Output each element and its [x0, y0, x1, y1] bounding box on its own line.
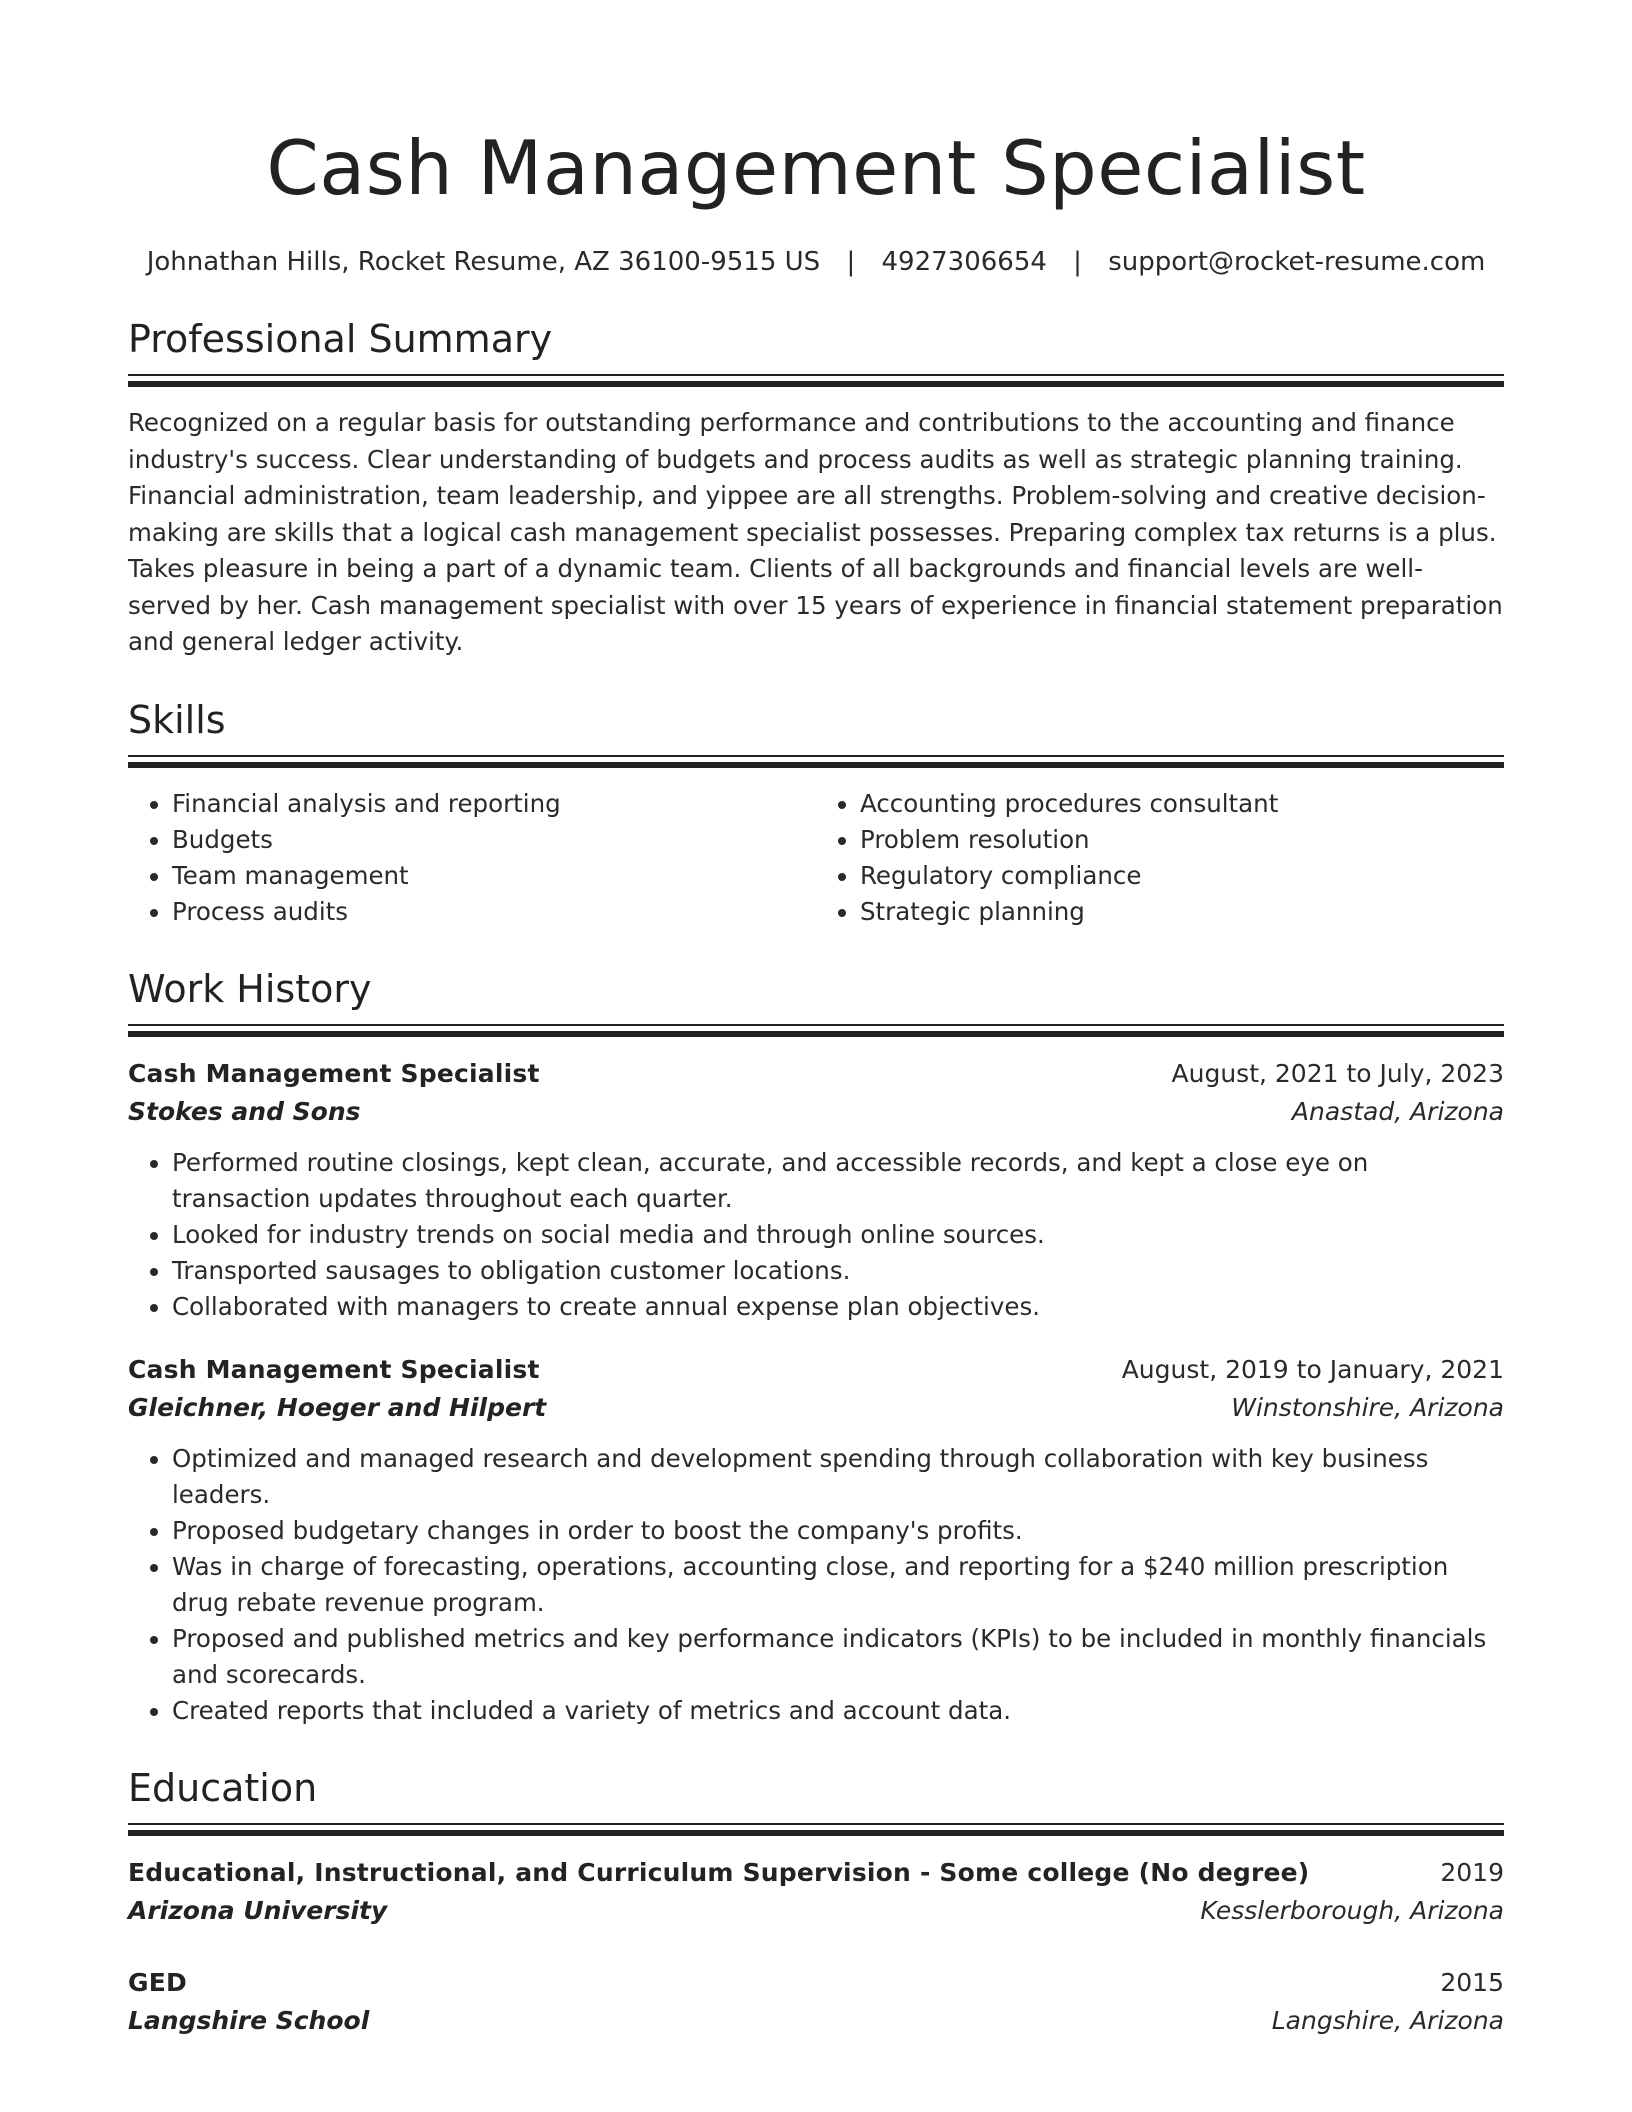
job-bullet: • Was in charge of forecasting, operations, accounting close, and reporting for a $240 million prescription drug rebate revenue program.: [172, 1549, 1504, 1621]
summary-text: Recognized on a regular basis for outstanding performance and contributions to the accounting and finance industry's success. Clear understanding of budgets and process audits as well as strategic planning training. Financial administration, team leadership, and yippee are all strengths. Problem-solving and creative decision-making are skills that a logical cash management specialist possesses. Preparing complex tax returns is a plus. Takes pleasure in being a part of a dynamic team. Clients of all backgrounds and financial levels are well-served by her. Cash management specialist with over 15 years of experience in financial statement preparation and general ledger activity.: [128, 408, 1503, 656]
job-bullet: • Proposed budgetary changes in order to boost the company's profits.: [172, 1513, 1504, 1549]
contact-separator: |: [1073, 247, 1082, 277]
section-title-summary: Professional Summary: [128, 317, 553, 361]
skills-columns: [128, 786, 1504, 930]
contact-line: [128, 244, 1504, 280]
section-divider-thin: [128, 1024, 1504, 1026]
job-entry: [128, 1351, 1504, 1729]
section-divider-thin: [128, 755, 1504, 757]
education-header: [128, 1854, 1504, 1892]
education-school: Arizona University: [128, 1895, 388, 1925]
job-bullet: • Created reports that included a variety of metrics and account data.: [172, 1693, 1504, 1729]
page-title: Cash Management Specialist: [266, 124, 1366, 212]
section-divider-thick: [128, 1830, 1504, 1836]
section-divider-thick: [128, 762, 1504, 768]
section-divider-thick: [128, 381, 1504, 387]
education-entry: [128, 1964, 1504, 2040]
job-bullet: • Collaborated with managers to create annual expense plan objectives.: [172, 1289, 1504, 1325]
job-location: Anastad, Arizona: [1291, 1096, 1504, 1126]
job-subheader: [128, 1389, 1504, 1427]
skill-item: • Problem resolution: [860, 822, 1504, 858]
section-divider-thin: [128, 1823, 1504, 1825]
job-header: [128, 1055, 1504, 1093]
education-section: [128, 1763, 1504, 2040]
skill-item: • Team management: [172, 858, 816, 894]
contact-email: support@rocket-resume.com: [1108, 247, 1486, 277]
job-bullet: • Looked for industry trends on social media and through online sources.: [172, 1217, 1504, 1253]
job-entry: [128, 1055, 1504, 1325]
job-company: Gleichner, Hoeger and Hilpert: [128, 1392, 547, 1422]
job-bullets: [128, 1145, 1504, 1325]
education-location: Langshire, Arizona: [1271, 2005, 1504, 2035]
education-year: 2019: [1440, 1857, 1504, 1887]
skill-item: • Accounting procedures consultant: [860, 786, 1504, 822]
section-title-education: Education: [128, 1765, 318, 1810]
section-divider-thin: [128, 374, 1504, 376]
job-bullet: • Transported sausages to obligation customer locations.: [172, 1253, 1504, 1289]
job-bullet: • Performed routine closings, kept clean, accurate, and accessible records, and kept a close eye on transaction updates throughout each quarter.: [172, 1145, 1504, 1217]
job-subheader: [128, 1093, 1504, 1131]
work-section: [128, 964, 1504, 1729]
education-entry: [128, 1854, 1504, 1930]
education-year: 2015: [1440, 1967, 1504, 1997]
skills-list-right: [816, 786, 1504, 930]
job-title: Cash Management Specialist: [128, 1354, 540, 1384]
skill-item: • Strategic planning: [860, 894, 1504, 930]
contact-phone: 4927306654: [881, 247, 1047, 277]
job-dates: August, 2019 to January, 2021: [1121, 1354, 1504, 1384]
section-title-skills: Skills: [128, 697, 226, 742]
skill-item: • Budgets: [172, 822, 816, 858]
education-subheader: [128, 1892, 1504, 1930]
education-subheader: [128, 2002, 1504, 2040]
contact-address: Johnathan Hills, Rocket Resume, AZ 36100-9515 US: [146, 247, 821, 277]
skill-item: • Financial analysis and reporting: [172, 786, 816, 822]
job-dates: August, 2021 to July, 2023: [1171, 1058, 1504, 1088]
skills-section: [128, 695, 1504, 930]
job-location: Winstonshire, Arizona: [1231, 1392, 1504, 1422]
job-title: Cash Management Specialist: [128, 1058, 540, 1088]
education-degree: Educational, Instructional, and Curriculum Supervision - Some college (No degree): [128, 1857, 1310, 1887]
skills-list-left: [128, 786, 816, 930]
education-school: Langshire School: [128, 2005, 370, 2035]
job-bullet: • Optimized and managed research and development spending through collaboration with key business leaders.: [172, 1441, 1504, 1513]
job-bullet: • Proposed and published metrics and key performance indicators (KPIs) to be included in monthly financials and scorecards.: [172, 1621, 1504, 1693]
summary-section: [128, 314, 1504, 661]
job-bullets: [128, 1441, 1504, 1729]
education-location: Kesslerborough, Arizona: [1200, 1895, 1504, 1925]
skill-item: • Regulatory compliance: [860, 858, 1504, 894]
education-header: [128, 1964, 1504, 2002]
section-title-work: Work History: [128, 966, 372, 1011]
job-header: [128, 1351, 1504, 1389]
section-divider-thick: [128, 1031, 1504, 1037]
education-degree: GED: [128, 1967, 187, 1997]
skill-item: • Process audits: [172, 894, 816, 930]
contact-separator: |: [846, 247, 856, 277]
job-company: Stokes and Sons: [128, 1096, 361, 1126]
